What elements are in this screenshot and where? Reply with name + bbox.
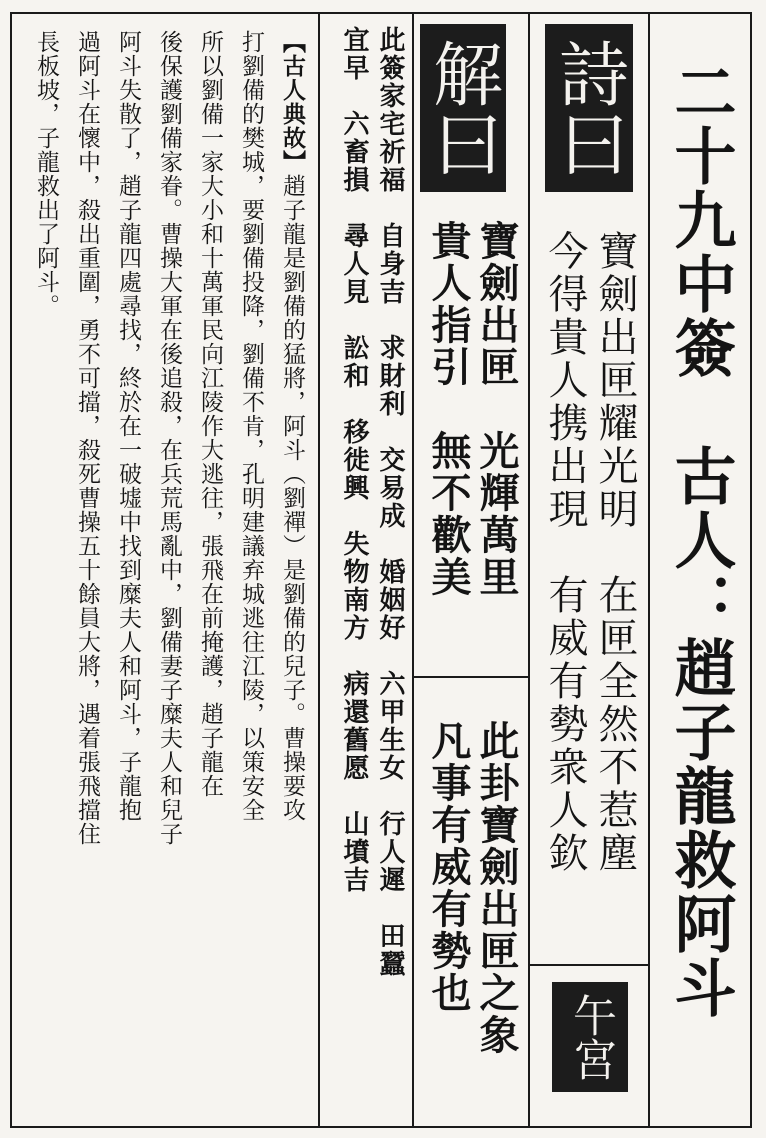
summary-line-1: 此卦寶劍出匣之象 — [473, 720, 519, 1056]
explanation-line-2: 貴人指引 無不歡美 — [425, 220, 471, 598]
summary-line-2: 凡事有威有勢也 — [425, 720, 471, 1014]
poem-line-1: 寶劍出匣耀光明 在匣全然不惹塵 — [592, 230, 638, 875]
explanation-text — [420, 220, 520, 640]
palace-label: 午宮 — [565, 993, 616, 1081]
explanation-label-box — [420, 24, 506, 192]
story-line-7: 長板坡，子龍救出了阿斗。 — [33, 30, 59, 318]
divider-summary — [412, 676, 530, 678]
poem-line-2: 今得貴人携出現 有威有勢衆人欽 — [542, 230, 588, 875]
poem-text — [540, 230, 640, 950]
fortune-line-1: 此簽家宅祈福 自身吉 求財利 交易成 婚姻好 六甲生女 行人遲 田蠶 — [375, 26, 405, 978]
story-line-3: 所以劉備一家大小和十萬軍民向江陵作大逃往，張飛在前掩護，趙子龍在 — [197, 30, 223, 798]
slip-title: 二十九中簽 古人：趙子龍救阿斗 — [664, 60, 737, 1020]
explanation-summary — [420, 720, 520, 1110]
story-line-4: 後保護劉備家眷。曹操大軍在後追殺，在兵荒馬亂中，劉備妻子糜夫人和兒子 — [156, 30, 182, 846]
divider-poem — [528, 12, 530, 1128]
story-text — [22, 30, 312, 1120]
poem-label: 詩曰 — [547, 38, 630, 178]
divider-explanation — [412, 12, 414, 1128]
story-line-5: 阿斗失散了，趙子龍四處尋找，終於在一破墟中找到糜夫人和阿斗，子龍抱 — [115, 30, 141, 822]
divider-title — [648, 12, 650, 1128]
divider-fortune — [318, 12, 320, 1128]
fortune-details — [326, 26, 408, 1116]
story-line-6: 過阿斗在懷中，殺出重圍，勇不可擋，殺死曹操五十餘員大將，遇着張飛擋住 — [74, 30, 100, 846]
story-heading: 【古人典故】 — [279, 30, 305, 174]
palace-label-box — [552, 982, 628, 1092]
story-line-2: 打劉備的樊城，要劉備投降，劉備不肯，孔明建議弃城逃往江陵，以策安全 — [238, 30, 264, 822]
fortune-line-2: 宜早 六畜損 尋人見 訟和 移徙興 失物南方 病還舊愿 山墳吉 — [339, 26, 369, 894]
poem-label-box — [545, 24, 633, 192]
story-line-1: 趙子龍是劉備的猛將，阿斗（劉禪）是劉備的兒子。曹操要攻 — [279, 174, 305, 822]
explanation-label: 解曰 — [421, 38, 504, 178]
explanation-line-1: 寶劍出匣 光輝萬里 — [473, 220, 519, 598]
divider-palace — [528, 964, 650, 966]
